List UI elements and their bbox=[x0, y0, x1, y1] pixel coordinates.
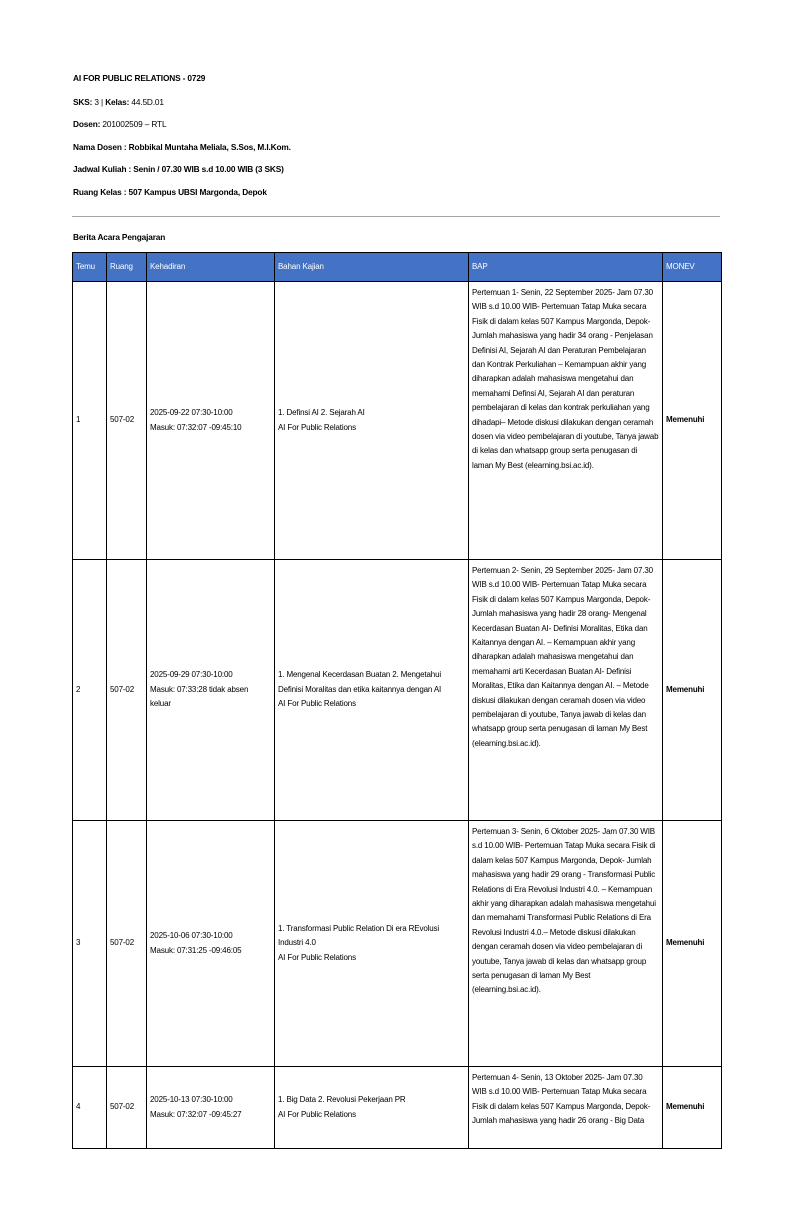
cell-bahan-kajian bbox=[275, 282, 469, 560]
kehadiran-jadwal: 2025-09-29 07:30-10:00 bbox=[150, 670, 233, 680]
cell-monev: Memenuhi bbox=[663, 1067, 722, 1149]
header-bahan-kajian: Bahan Kajian bbox=[275, 253, 469, 282]
bahan-matakuliah: AI For Public Relations bbox=[278, 1109, 356, 1119]
sks-label: SKS: bbox=[73, 97, 93, 107]
table-row bbox=[73, 821, 722, 1067]
dosen-value: 201002509 – RTL bbox=[102, 119, 167, 129]
cell-kehadiran bbox=[147, 821, 275, 1067]
cell-kehadiran bbox=[147, 560, 275, 821]
course-title: AI FOR PUBLIC RELATIONS - 0729 bbox=[73, 73, 206, 83]
kehadiran-masuk: Masuk: 07:33:28 tidak absen keluar bbox=[150, 684, 249, 709]
header-bap: BAP bbox=[469, 253, 663, 282]
cell-ruang: 507-02 bbox=[107, 282, 147, 560]
separator: | bbox=[101, 97, 104, 107]
kehadiran-masuk: Masuk: 07:32:07 -09:45:27 bbox=[150, 1109, 242, 1119]
bap-text: Pertemuan 4- Senin, 13 Oktober 2025- Jam 07.30 WIB s.d 10.00 WIB- Pertemuan Tatap Muka secara Fisik di dalam kelas 507 Kampus Margonda, Depok- Jumlah mahasiswa yang hadir 26 orang - Big Data bbox=[472, 1073, 651, 1126]
cell-bap bbox=[469, 1067, 663, 1149]
cell-monev: Memenuhi bbox=[663, 821, 722, 1067]
cell-kehadiran bbox=[147, 282, 275, 560]
bahan-topik: 1. Transformasi Public Relation Di era REvolusi Industri 4.0 bbox=[278, 923, 440, 948]
header-kehadiran: Kehadiran bbox=[147, 253, 275, 282]
cell-ruang: 507-02 bbox=[107, 1067, 147, 1149]
bahan-topik: 1. Big Data 2. Revolusi Pekerjaan PR bbox=[278, 1095, 406, 1105]
course-sks-kelas bbox=[73, 97, 164, 107]
divider bbox=[72, 216, 720, 217]
cell-temu: 3 bbox=[73, 821, 107, 1067]
table-header-row bbox=[73, 253, 722, 282]
bahan-matakuliah: AI For Public Relations bbox=[278, 699, 356, 709]
kehadiran-jadwal: 2025-10-13 07:30-10:00 bbox=[150, 1095, 233, 1105]
cell-kehadiran bbox=[147, 1067, 275, 1149]
sks-value: 3 bbox=[94, 97, 99, 107]
cell-monev: Memenuhi bbox=[663, 282, 722, 560]
bahan-matakuliah: AI For Public Relations bbox=[278, 952, 356, 962]
nama-dosen: Nama Dosen : Robbikal Muntaha Meliala, S.Sos, M.I.Kom. bbox=[73, 142, 291, 152]
cell-ruang: 507-02 bbox=[107, 560, 147, 821]
header-ruang: Ruang bbox=[107, 253, 147, 282]
cell-bahan-kajian bbox=[275, 560, 469, 821]
bap-table bbox=[72, 252, 722, 1149]
bahan-topik: 1. Mengenal Kecerdasan Buatan 2. Mengetahui Definisi Moralitas dan etika kaitannya dengan AI bbox=[278, 670, 442, 694]
cell-temu: 2 bbox=[73, 560, 107, 821]
course-dosen bbox=[73, 119, 166, 129]
cell-ruang: 507-02 bbox=[107, 821, 147, 1067]
kehadiran-masuk: Masuk: 07:31:25 -09:46:05 bbox=[150, 945, 242, 955]
table-row bbox=[73, 560, 722, 821]
bahan-topik: 1. Definsi AI 2. Sejarah AI bbox=[278, 408, 365, 418]
section-title: Berita Acara Pengajaran bbox=[73, 232, 166, 242]
cell-temu: 1 bbox=[73, 282, 107, 560]
cell-bahan-kajian bbox=[275, 821, 469, 1067]
ruang-kelas: Ruang Kelas : 507 Kampus UBSI Margonda, Depok bbox=[73, 187, 267, 197]
kelas-label: Kelas: bbox=[105, 97, 130, 107]
table-row bbox=[73, 282, 722, 560]
cell-bap: Pertemuan 3- Senin, 6 Oktober 2025- Jam 07.30 WIB s.d 10.00 WIB- Pertemuan Tatap Muka secara Fisik di dalam kelas 507 Kampus Margonda, Depok- Jumlah mahasiswa yang hadir 29 orang - Transformasi Public Relations di Era Revolusi Industri 4.0. – Kemampuan akhir yang diharapkan adalah mahasiswa mengetahui dan memahami Transformasi Public Relations di Era Revolusi Industri 4.0.– Metode diskusi dilakukan dengan ceramah dosen via video pembelajaran di youtube, Tanya jawab di kelas dan whatsapp group serta penugasan di laman My Best (elearning.bsi.ac.id). bbox=[469, 821, 663, 1067]
table-row bbox=[73, 1067, 722, 1149]
header-temu: Temu bbox=[73, 253, 107, 282]
kehadiran-jadwal: 2025-09-22 07:30-10:00 bbox=[150, 408, 233, 418]
bahan-matakuliah: AI For Public Relations bbox=[278, 422, 356, 432]
dosen-label: Dosen: bbox=[73, 119, 101, 129]
cell-bahan-kajian bbox=[275, 1067, 469, 1149]
kelas-value: 44.5D.01 bbox=[131, 97, 164, 107]
cell-bap: Pertemuan 1- Senin, 22 September 2025- Jam 07.30 WIB s.d 10.00 WIB- Pertemuan Tatap Muka secara Fisik di dalam kelas 507 Kampus Margonda, Depok- Jumlah mahasiswa yang hadir 34 orang - Penjelasan Definisi AI, Sejarah AI dan Peraturan Pembelajaran dan Kontrak Perkuliahan – Kemampuan akhir yang diharapkan adalah mahasiswa mengetahui dan memahami Definsi AI, Sejarah AI dan peraturan pembelajaran di kelas dan kontrak perkuliahan yang dihadapi– Metode diskusi dilakukan dengan ceramah dosen via video pembelajaran di youtube, Tanya jawab di kelas dan whatsapp group serta penugasan di laman My Best (elearning.bsi.ac.id). bbox=[469, 282, 663, 560]
cell-bap: Pertemuan 2- Senin, 29 September 2025- Jam 07.30 WIB s.d 10.00 WIB- Pertemuan Tatap Muka secara Fisik di dalam kelas 507 Kampus Margonda, Depok- Jumlah mahasiswa yang hadir 28 orang- Mengenal Kecerdasan Buatan AI- Definisi Moralitas, Etika dan Kaitannya dengan AI. – Kemampuan akhir yang diharapkan adalah mahasiswa mengetahui dan memahami arti Kecerdasan Buatan AI- Definisi Moralitas, Etika dan Kaitannya dengan AI. – Metode diskusi dilakukan dengan ceramah dosen via video pembelajaran di youtube, Tanya jawab di kelas dan whatsapp group serta penugasan di laman My Best (elearning.bsi.ac.id). bbox=[469, 560, 663, 821]
kehadiran-jadwal: 2025-10-06 07:30-10:00 bbox=[150, 931, 233, 941]
header-monev: MONEV bbox=[663, 253, 722, 282]
cell-monev: Memenuhi bbox=[663, 560, 722, 821]
kehadiran-masuk: Masuk: 07:32:07 -09:45:10 bbox=[150, 422, 242, 432]
jadwal-kuliah: Jadwal Kuliah : Senin / 07.30 WIB s.d 10.00 WIB (3 SKS) bbox=[73, 164, 284, 174]
cell-temu: 4 bbox=[73, 1067, 107, 1149]
